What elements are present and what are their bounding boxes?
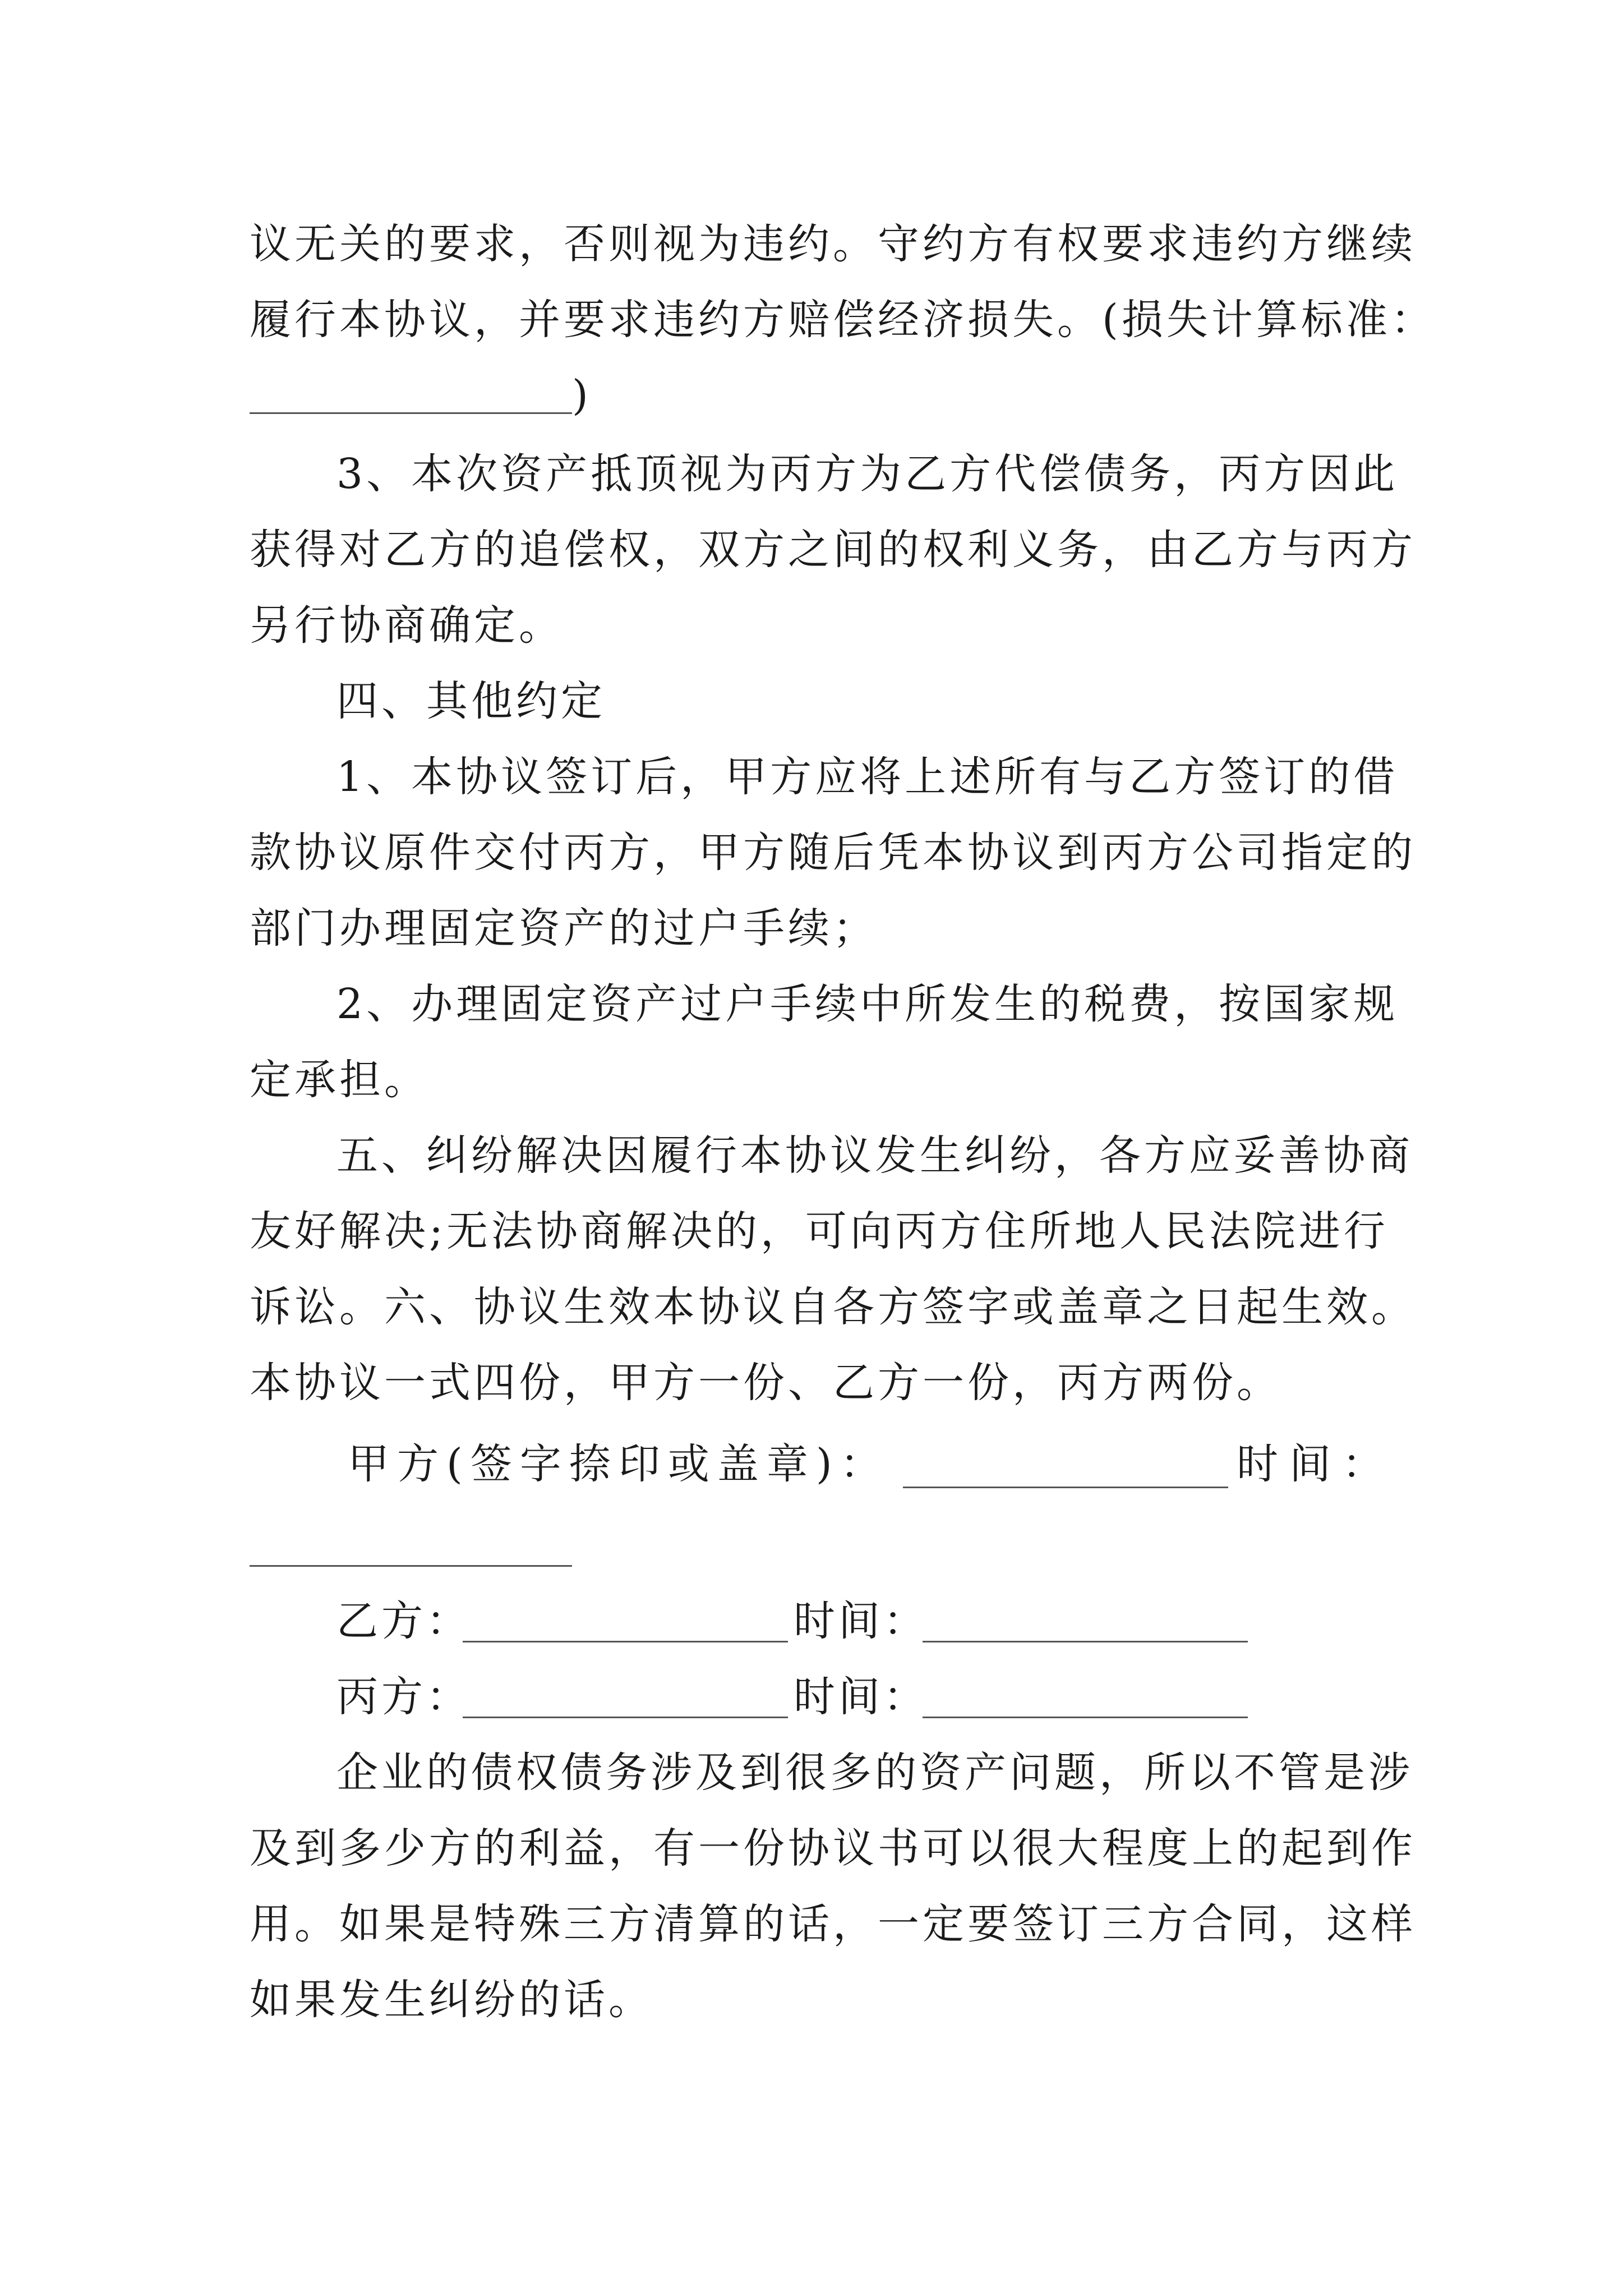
party-a-time-blank[interactable] bbox=[250, 1565, 572, 1567]
party-c-time-blank[interactable] bbox=[923, 1717, 1248, 1718]
party-a-signature-blank[interactable] bbox=[903, 1487, 1228, 1488]
body-line: 部门办理固定资产的过户手续； bbox=[250, 904, 878, 953]
closing-paren: ) bbox=[572, 371, 592, 420]
body-line: 1、本协议签订后，甲方应将上述所有与乙方签订的借 bbox=[336, 753, 1399, 801]
party-a-time-label: 时间： bbox=[1237, 1440, 1395, 1488]
party-a-label: 甲方(签字捺印或盖章)： bbox=[348, 1440, 889, 1488]
body-line: 定承担。 bbox=[250, 1056, 429, 1104]
closing-line: 及到多少方的利益，有一份协议书可以很大程度上的起到作 bbox=[250, 1824, 1416, 1872]
section-heading: 四、其他约定 bbox=[336, 677, 606, 725]
party-c-time-label: 时间： bbox=[794, 1673, 928, 1721]
body-line: 五、纠纷解决因履行本协议发生纠纷，各方应妥善协商 bbox=[336, 1131, 1413, 1180]
body-line: 另行协商确定。 bbox=[250, 601, 564, 650]
party-b-time-blank[interactable] bbox=[923, 1641, 1248, 1642]
body-line: 友好解决;无法协商解决的，可向丙方住所地人民法院进行 bbox=[250, 1207, 1389, 1255]
body-line: 2、办理固定资产过户手续中所发生的税费，按国家规 bbox=[336, 980, 1399, 1028]
blank-line-loss-standard bbox=[250, 412, 572, 414]
body-line: 诉讼。六、协议生效本协议自各方签字或盖章之日起生效。 bbox=[250, 1283, 1416, 1331]
closing-line: 如果发生纠纷的话。 bbox=[250, 1976, 653, 2024]
body-line: 履行本协议，并要求违约方赔偿经济损失。(损失计算标准： bbox=[250, 296, 1436, 344]
body-line: 款协议原件交付丙方，甲方随后凭本协议到丙方公司指定的 bbox=[250, 829, 1416, 877]
party-b-signature-blank[interactable] bbox=[463, 1641, 788, 1642]
party-c-label: 丙方： bbox=[336, 1673, 471, 1721]
party-b-time-label: 时间： bbox=[794, 1597, 928, 1645]
party-c-signature-blank[interactable] bbox=[463, 1717, 788, 1718]
body-line: 获得对乙方的追偿权，双方之间的权利义务，由乙方与丙方 bbox=[250, 526, 1416, 574]
body-line: 3、本次资产抵顶视为丙方为乙方代偿债务，丙方因此 bbox=[336, 450, 1399, 498]
party-b-label: 乙方： bbox=[336, 1597, 471, 1645]
closing-line: 用。如果是特殊三方清算的话，一定要签订三方合同，这样 bbox=[250, 1900, 1416, 1948]
closing-line: 企业的债权债务涉及到很多的资产问题，所以不管是涉 bbox=[336, 1749, 1413, 1797]
body-line: 议无关的要求，否则视为违约。守约方有权要求违约方继续 bbox=[250, 220, 1416, 268]
body-line: 本协议一式四份，甲方一份、乙方一份，丙方两份。 bbox=[250, 1359, 1281, 1407]
